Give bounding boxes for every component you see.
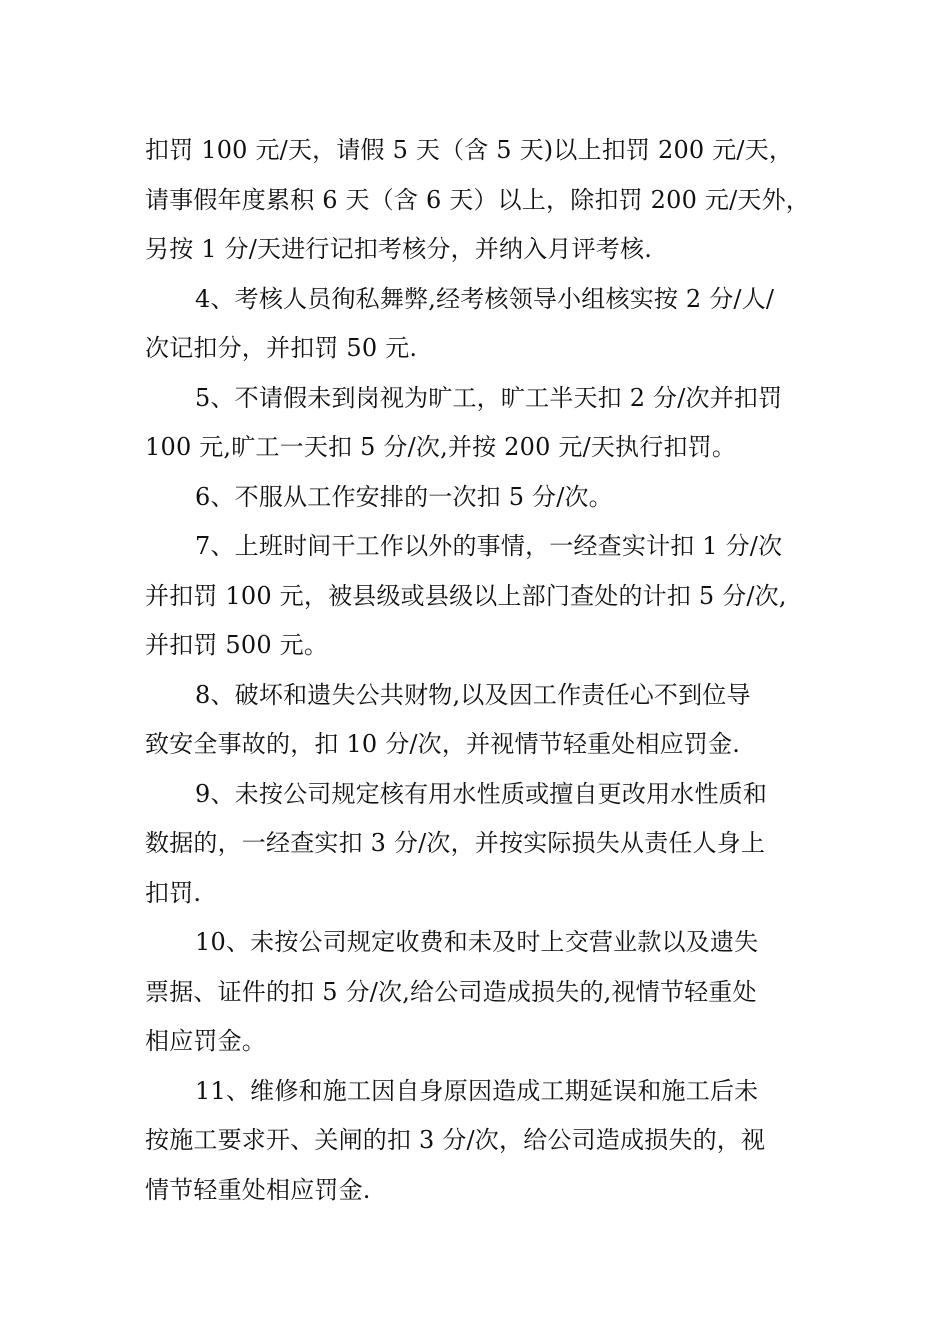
text-line: 按施工要求开、关闸的扣 3 分/次，给公司造成损失的，视 [145, 1126, 766, 1154]
text-line: 相应罚金。 [145, 1027, 266, 1055]
text-line: 并扣罚 500 元。 [145, 631, 329, 659]
text-line: 8、破坏和遗失公共财物,以及因工作责任心不到位导 [195, 680, 751, 709]
text-line: 5、不请假未到岗视为旷工，旷工半天扣 2 分/次并扣罚 [195, 383, 783, 412]
text-line: 扣罚 100 元/天，请假 5 天（含 5 天)以上扣罚 200 元/天， [145, 136, 794, 164]
text-line: 扣罚. [145, 878, 202, 907]
document-body [145, 126, 810, 1215]
text-line: 11、维修和施工因自身原因造成工期延误和施工后未 [195, 1076, 759, 1105]
text-line: 10、未按公司规定收费和未及时上交营业款以及遗失 [195, 928, 759, 956]
text-line: 票据、证件的扣 5 分/次,给公司造成损失的,视情节轻重处 [145, 977, 757, 1006]
text-line: 次记扣分，并扣罚 50 元. [145, 334, 418, 362]
text-line: 另按 1 分/天进行记扣考核分，并纳入月评考核. [145, 235, 653, 263]
text-line: 并扣罚 100 元，被县级或县级以上部门查处的计扣 5 分/次, [145, 581, 787, 610]
text-line: 情节轻重处相应罚金. [145, 1175, 371, 1204]
text-line: 7、上班时间干工作以外的事情，一经查实计扣 1 分/次 [195, 532, 783, 560]
text-line: 致安全事故的，扣 10 分/次，并视情节轻重处相应罚金. [145, 730, 741, 758]
text-line: 请事假年度累积 6 天（含 6 天）以上，除扣罚 200 元/天外， [145, 185, 811, 214]
text-line: 100 元,旷工一天扣 5 分/次,并按 200 元/天执行扣罚。 [145, 433, 737, 461]
text-line: 6、不服从工作安排的一次扣 5 分/次。 [195, 482, 613, 511]
text-line: 9、未按公司规定核有用水性质或擅自更改用水性质和 [195, 779, 768, 808]
text-line: 数据的，一经查实扣 3 分/次，并按实际损失从责任人身上 [145, 829, 766, 857]
text-line: 4、考核人员徇私舞弊,经考核领导小组核实按 2 分/人/ [195, 284, 775, 313]
